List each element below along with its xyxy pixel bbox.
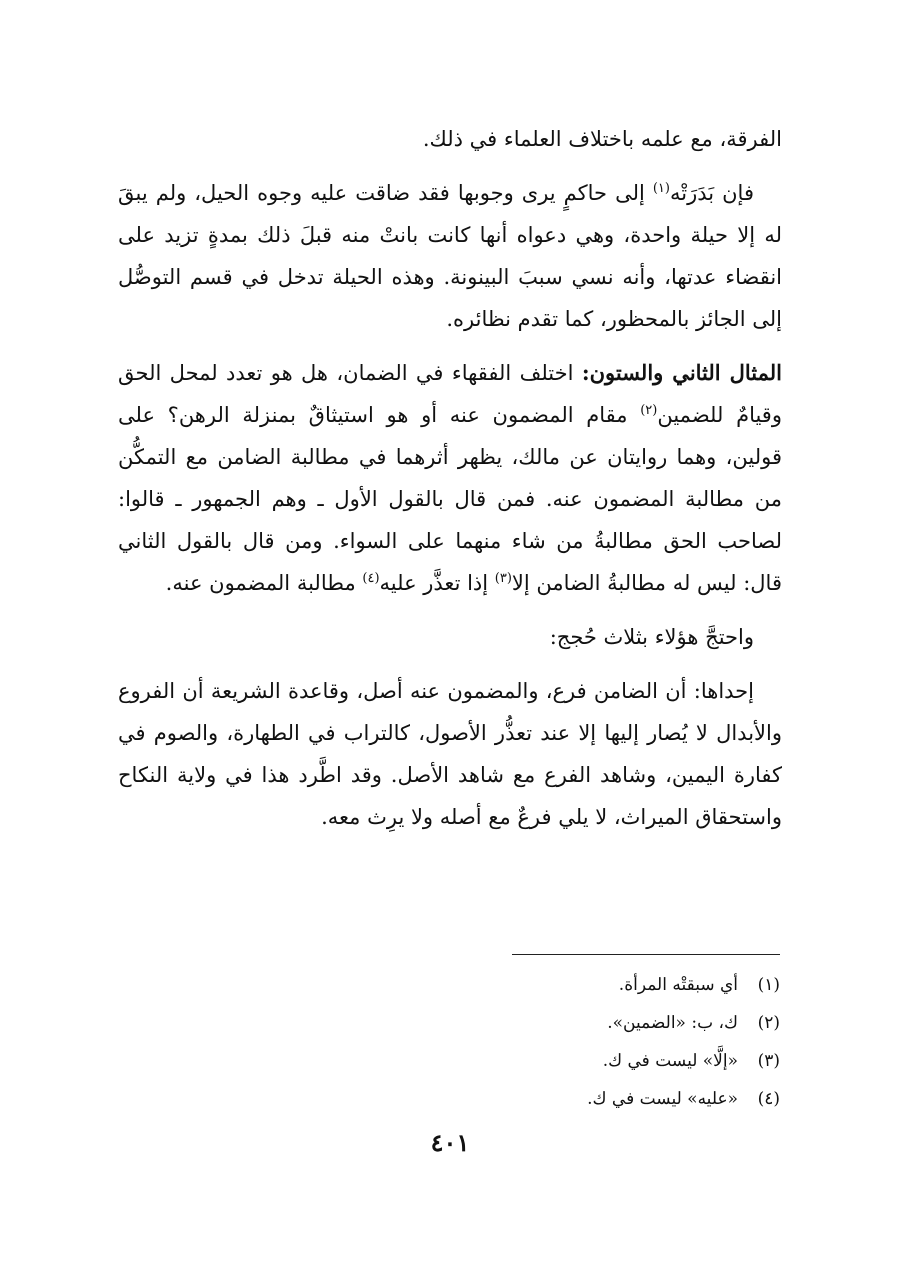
footnote: (١)أي سبقتْه المرأة.: [618, 975, 780, 995]
paragraph: واحتجَّ هؤلاء بثلاث حُجج:: [549, 625, 754, 649]
section-heading: المثال الثاني والستون:: [581, 360, 782, 385]
main-text: [118, 118, 782, 850]
page-number: ٤٠١: [430, 1128, 470, 1157]
paragraph: المثال الثاني والستون: اختلف الفقهاء في الضمان، هل هو تعدد لمحل الحق وقيامٌ للضمين$^{(٢)}$ مقام المضمون عنه أو هو استيثاقٌ بمنزلة الرهن؟ على قولين، وهما روايتان عن مالك، يظهر أثرهما في مطالبة الضامن مع التمكُّن من مطالبة المضمون عنه. فمن قال بالقول الأول ـ وهم الجمهور ـ قالوا: لصاحب الحق مطالبةُ من شاء منهما على السواء. ومن قال بالقول الثاني قال: ليس له مطالبةُ الضامن إلا$^{(٣)}$ إذا تعذَّر عليه$^{(٤)}$ مطالبة المضمون عنه.: [118, 360, 782, 595]
footnote-separator: [512, 954, 780, 955]
footnote-reference: (١): [652, 181, 670, 196]
paragraph: إحداها: أن الضامن فرع، والمضمون عنه أصل، وقاعدة الشريعة أن الفروع والأبدال لا يُصار إليها إلا عند تعذُّر الأصول، كالتراب في الطهارة، والصوم في كفارة اليمين، وشاهد الفرع مع شاهد الأصل. وقد اطَّرد هذا في ولاية النكاح واستحقاق الميراث، لا يلي فرعٌ مع أصله ولا يرِث معه.: [118, 679, 782, 829]
footnote-reference: (٤): [362, 571, 380, 586]
footnotes: [300, 966, 780, 1118]
footnote: (٢)ك، ب: «الضمين».: [607, 1013, 780, 1033]
paragraph: فإن بَدَرَتْه$^{(١)}$ إلى حاكمٍ يرى وجوبها فقد ضاقت عليه وجوه الحيل، ولم يبقَ له إلا حيلة واحدة، وهي دعواه أنها كانت بانتْ منه قبلَ ذلك بمدةٍ تزيد على انقضاء عدتها، وأنه نسي سببَ البينونة. وهذه الحيلة تدخل في قسم التوصُّل إلى الجائز بالمحظور، كما تقدم نظائره.: [118, 181, 782, 331]
footnote-reference: (٣): [494, 571, 512, 586]
footnote: (٤)«عليه» ليست في ك.: [587, 1089, 780, 1109]
paragraph: الفرقة، مع علمه باختلاف العلماء في ذلك.: [422, 127, 782, 151]
footnote-reference: (٢): [640, 403, 658, 418]
footnote: (٣)«إلَّا» ليست في ك.: [602, 1051, 780, 1071]
